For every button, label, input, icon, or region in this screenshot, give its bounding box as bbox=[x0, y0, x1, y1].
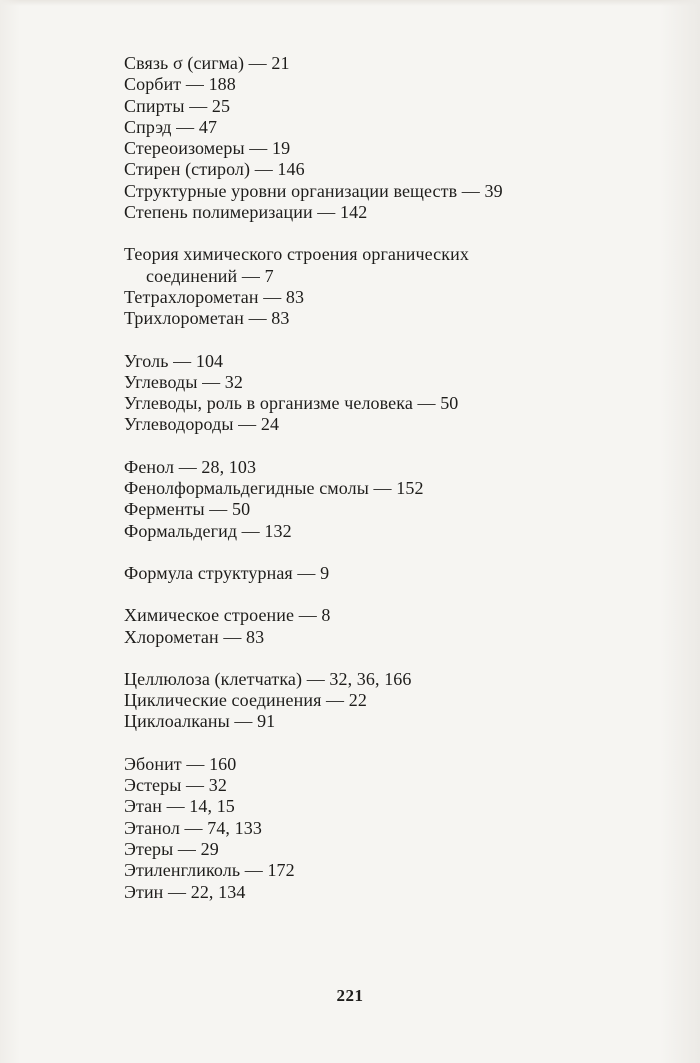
index-group bbox=[124, 669, 644, 733]
index-entry: Циклические соединения — 22 bbox=[124, 690, 367, 711]
index-group bbox=[124, 244, 644, 329]
index-entry: Этанол — 74, 133 bbox=[124, 817, 262, 838]
index-entry: Фенол — 28, 103 bbox=[124, 456, 257, 477]
index-group bbox=[124, 754, 644, 903]
index-entry: Сорбит — 188 bbox=[124, 74, 236, 95]
index-entry: Целлюлоза (клетчатка) — 32, 36, 166 bbox=[124, 668, 412, 689]
index-entry: Формула структурная — 9 bbox=[124, 562, 330, 583]
index-entry: Ферменты — 50 bbox=[124, 499, 251, 520]
index-entry: Циклоалканы — 91 bbox=[124, 711, 276, 732]
index-entry: Этин — 22, 134 bbox=[124, 881, 246, 902]
index-entry: Эбонит — 160 bbox=[124, 753, 237, 774]
index-entry: Степень полимеризации — 142 bbox=[124, 202, 368, 223]
index-group bbox=[124, 563, 644, 584]
index-group bbox=[124, 351, 644, 436]
index-entry: Этеры — 29 bbox=[124, 838, 219, 859]
subject-index bbox=[124, 53, 644, 924]
index-group bbox=[124, 605, 644, 648]
index-entry: Спрэд — 47 bbox=[124, 116, 218, 137]
index-group bbox=[124, 457, 644, 542]
index-entry: Тетрахлорометан — 83 bbox=[124, 286, 305, 307]
index-entry: Эстеры — 32 bbox=[124, 775, 227, 796]
index-entry: Фенолформальдегидные смолы — 152 bbox=[124, 478, 424, 499]
index-entry: Формальдегид — 132 bbox=[124, 520, 292, 541]
index-entry: Углеводы — 32 bbox=[124, 371, 244, 392]
index-entry: Углеводороды — 24 bbox=[124, 414, 280, 435]
index-entry: Уголь — 104 bbox=[124, 350, 224, 371]
index-entry: Трихлорометан — 83 bbox=[124, 308, 290, 329]
index-entry: Спирты — 25 bbox=[124, 95, 231, 116]
page-right-shadow bbox=[660, 0, 700, 1063]
page-number: 221 bbox=[336, 986, 364, 1005]
index-group bbox=[124, 53, 644, 223]
index-entry: Хлорометан — 83 bbox=[124, 626, 265, 647]
index-entry: Теория химического строения органических bbox=[124, 244, 469, 265]
index-entry: Связь σ (сигма) — 21 bbox=[124, 53, 290, 73]
index-entry-continuation: соединений — 7 bbox=[146, 265, 274, 286]
index-entry: Этиленгликоль — 172 bbox=[124, 860, 295, 881]
index-entry: Стереоизомеры — 19 bbox=[124, 138, 291, 159]
page-left-shadow bbox=[0, 0, 20, 1063]
index-entry: Этан — 14, 15 bbox=[124, 796, 235, 817]
page-top-edge bbox=[0, 0, 700, 6]
index-entry: Химическое строение — 8 bbox=[124, 605, 331, 626]
index-entry: Углеводы, роль в организме человека — 50 bbox=[124, 393, 459, 414]
index-entry: Стирен (стирол) — 146 bbox=[124, 159, 305, 180]
index-entry: Структурные уровни организации веществ — 39 bbox=[124, 180, 503, 201]
